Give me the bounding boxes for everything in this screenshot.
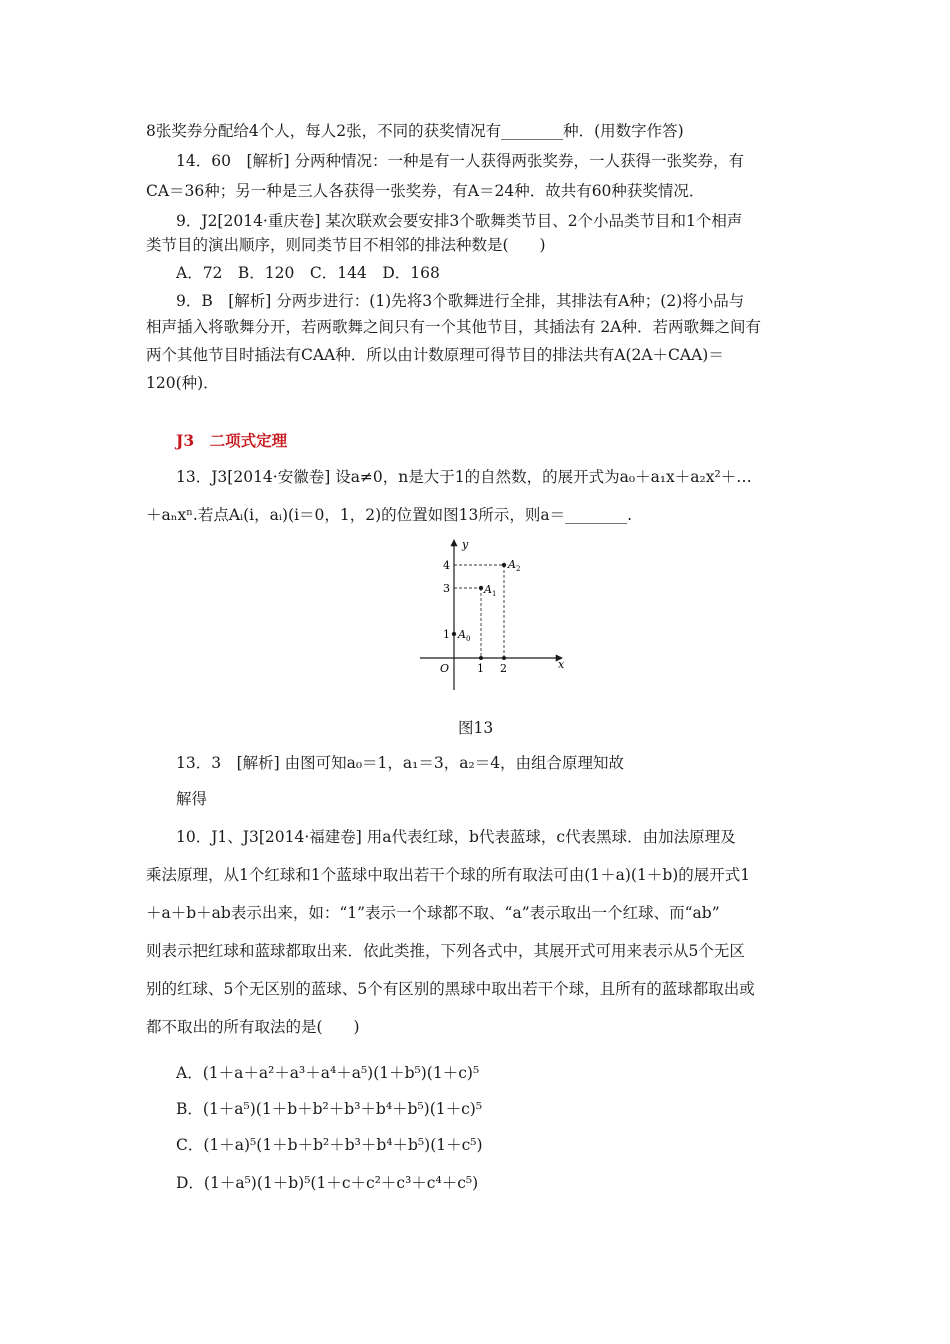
y-axis-label: y bbox=[462, 538, 469, 551]
text-line: 乘法原理，从1个红球和1个蓝球中取出若干个球的所有取法可由(1＋a)(1＋b)的展开式1 bbox=[146, 866, 751, 884]
text-line: CA＝36种；另一种是三人各获得一张奖券，有A＝24种．故共有60种获奖情况． bbox=[146, 182, 705, 200]
answer-options: A．72 B．120 C．144 D．168 bbox=[176, 264, 440, 282]
figure-caption: 图13 bbox=[458, 719, 494, 737]
text-line: 则表示把红球和蓝球都取出来．依此类推，下列各式中，其展开式可用来表示从5个无区 bbox=[146, 942, 745, 960]
text-line: 120(种)． bbox=[146, 374, 219, 392]
x-tick-label: 1 bbox=[477, 662, 484, 675]
text-line: ＋a＋b＋ab表示出来，如：“1”表示一个球都不取、“a”表示取出一个红球、而“ab” bbox=[146, 904, 720, 922]
text-line: 13．J3[2014·安徽卷] 设a≠0，n是大于1的自然数，的展开式为a₀＋a₁x＋a₂x²＋… bbox=[176, 468, 752, 486]
option-a: A．(1＋a＋a²＋a³＋a⁴＋a⁵)(1＋b⁵)(1＋c)⁵ bbox=[176, 1064, 480, 1082]
point-label-a1: $A_1$ bbox=[484, 583, 497, 598]
text-line: 14．60 [解析] 分两种情况：一种是有一人获得两张奖券，一人获得一张奖券，有 bbox=[176, 152, 744, 170]
text-line: 解得 bbox=[176, 790, 208, 808]
option-b: B．(1＋a⁵)(1＋b＋b²＋b³＋b⁴＋b⁵)(1＋c)⁵ bbox=[176, 1100, 483, 1118]
text-line: 类节目的演出顺序，则同类节目不相邻的排法种数是( ) bbox=[146, 236, 546, 254]
text-line: 13．3 [解析] 由图可知a₀＝1，a₁＝3，a₂＝4，由组合原理知故 bbox=[176, 754, 625, 772]
text-line: 两个其他节目时插法有CAA种．所以由计数原理可得节目的排法共有A(2A＋CAA)＝ bbox=[146, 346, 724, 364]
text-line: 9．B [解析] 分两步进行：(1)先将3个歌舞进行全排，其排法有A种；(2)将小品与 bbox=[176, 292, 745, 310]
text-line: 10．J1、J3[2014·福建卷] 用a代表红球，b代表蓝球，c代表黑球．由加法原理及 bbox=[176, 828, 736, 846]
point-label-a2: $A_2$ bbox=[508, 558, 521, 573]
text-line: ＋aₙxⁿ.若点Aᵢ(i，aᵢ)(i＝0，1，2)的位置如图13所示，则a＝________. bbox=[146, 506, 633, 524]
x-tick-dot bbox=[479, 656, 483, 660]
text-line: 8张奖券分配给4个人，每人2张，不同的获奖情况有________种．(用数字作答) bbox=[146, 122, 684, 140]
section-heading: J3 二项式定理 bbox=[176, 431, 288, 450]
option-d: D．(1＋a⁵)(1＋b)⁵(1＋c＋c²＋c³＋c⁴＋c⁵) bbox=[176, 1174, 479, 1192]
option-c: C．(1＋a)⁵(1＋b＋b²＋b³＋b⁴＋b⁵)(1＋c⁵) bbox=[176, 1136, 483, 1154]
text-line: 9．J2[2014·重庆卷] 某次联欢会要安排3个歌舞类节目、2个小品类节目和1个相声 bbox=[176, 212, 743, 230]
y-tick-label: 4 bbox=[443, 559, 450, 572]
text-line: 别的红球、5个无区别的蓝球、5个有区别的黑球中取出若干个球，且所有的蓝球都取出或 bbox=[146, 980, 755, 998]
text-line: 都不取出的所有取法的是( ) bbox=[146, 1018, 360, 1036]
point-a1 bbox=[479, 586, 483, 590]
point-label-a0: $A_0$ bbox=[458, 628, 471, 643]
y-tick-label: 1 bbox=[443, 628, 450, 641]
x-tick-dot bbox=[502, 656, 506, 660]
text-line: 相声插入将歌舞分开，若两歌舞之间只有一个其他节目，其插法有 2A种．若两歌舞之间有 bbox=[146, 318, 761, 336]
x-axis-label: x bbox=[558, 658, 565, 671]
x-tick-label: 2 bbox=[500, 662, 507, 675]
figure-13-graph bbox=[410, 534, 580, 694]
y-tick-label: 3 bbox=[443, 582, 450, 595]
origin-label: O bbox=[440, 662, 450, 675]
point-a0 bbox=[452, 632, 456, 636]
point-a2 bbox=[502, 563, 506, 567]
